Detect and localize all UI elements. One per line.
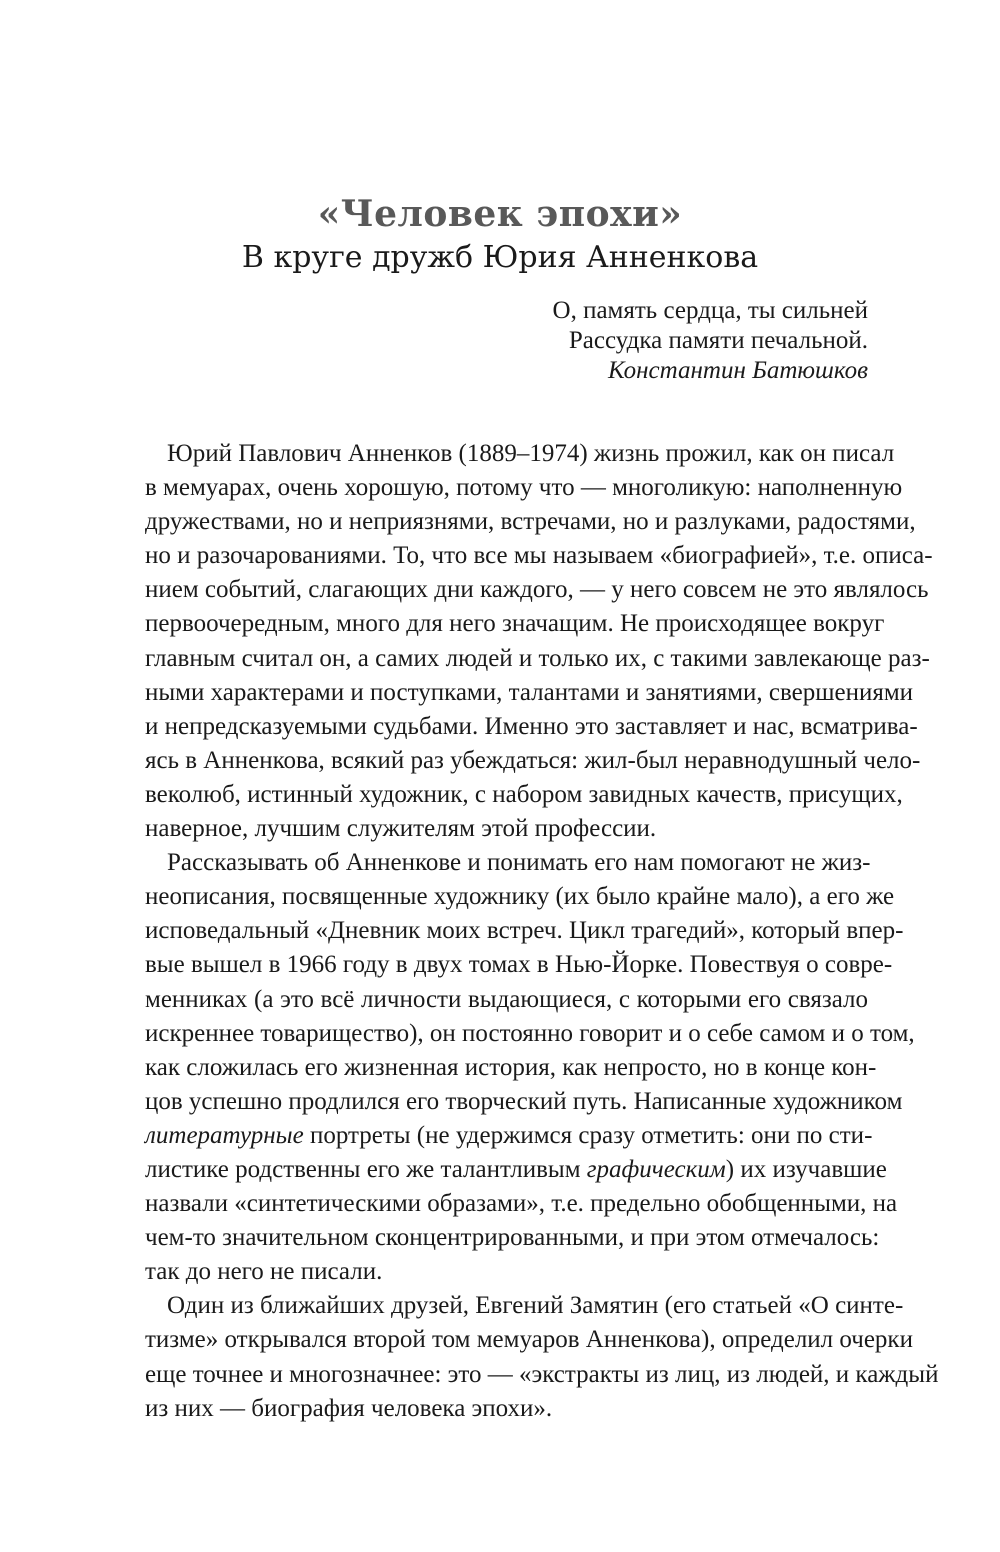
text-line: тизме» открывался второй том мемуаров Анненкова), определил очерки xyxy=(145,1326,913,1354)
text-line: чем-то значительном сконцентрированными, и при этом отмечалось: xyxy=(145,1224,880,1252)
text-line: искреннее товарищество), он постоянно говорит и о себе самом и о том, xyxy=(145,1019,915,1047)
body-text xyxy=(123,437,939,1426)
text-line xyxy=(123,1119,873,1153)
text-line: Юрий Павлович Анненков (1889–1974) жизнь прожил, как он писал xyxy=(167,440,895,467)
text-line: Рассказывать об Анненкове и понимать его нам помогают не жиз- xyxy=(167,849,871,877)
text-line: наверное, лучшим служителям этой профессии. xyxy=(145,815,657,843)
text-line: и непредсказуемыми судьбами. Именно это заставляет и нас, всматрива- xyxy=(145,712,918,740)
text-line: цов успешно продлился его творческий путь. Написанные художником xyxy=(145,1087,903,1115)
text-line: ясь в Анненкова, всякий раз убеждаться: жил-был неравнодушный чело- xyxy=(145,746,921,774)
text-segment: листике родственны его же талантливым xyxy=(145,1155,587,1183)
epigraph-author: Константин Батюшков xyxy=(607,357,868,384)
text-line: так до него не писали. xyxy=(145,1258,383,1286)
text-line: Один из ближайших друзей, Евгений Замятин (его статьей «О синте- xyxy=(167,1292,904,1320)
text-line: назвали «синтетическими образами», т.е. предельно обобщенными, на xyxy=(145,1190,898,1218)
text-line: как сложилась его жизненная история, как непросто, но в конце кон- xyxy=(145,1053,877,1081)
text-line: из них — биография человека эпохи». xyxy=(145,1394,553,1422)
paragraph-2 xyxy=(123,846,915,1289)
text-segment: портреты (не удержимся сразу отметить: они по сти- xyxy=(303,1121,873,1149)
text-line: главным считал он, а самих людей и только их, с такими завлекающе раз- xyxy=(145,644,930,672)
text-line: вые вышел в 1966 году в двух томах в Нью-Йорке. Повествуя о совре- xyxy=(145,951,893,979)
text-line: в мемуарах, очень хорошую, потому что — многоликую: наполненную xyxy=(145,474,903,502)
text-line: ными характерами и поступками, талантами и занятиями, свершениями xyxy=(145,678,914,706)
italic-word: графическим xyxy=(586,1155,726,1183)
text-line: нием событий, слагающих дни каждого, — у него совсем не это являлось xyxy=(145,576,929,604)
epigraph-line: О, память сердца, ты сильней xyxy=(552,297,868,324)
text-line: менниках (а это всё личности выдающиеся, с которыми его связало xyxy=(145,985,868,1013)
epigraph-line: Рассудка памяти печальной. xyxy=(568,327,868,354)
text-line: дружествами, но и неприязнями, встречами, но и разлуками, радостями, xyxy=(145,508,916,536)
text-line: исповедальный «Дневник моих встреч. Цикл трагедий», который впер- xyxy=(145,917,904,945)
epigraph xyxy=(388,296,868,386)
chapter-subtitle: В круге дружб Юрия Анненкова xyxy=(241,240,759,275)
text-line: неописания, посвященные художнику (их было крайне мало), а его же xyxy=(145,883,895,911)
text-line: еще точнее и многозначнее: это — «экстракты из лиц, из людей, и каждый xyxy=(145,1360,939,1388)
paragraph-3 xyxy=(123,1289,939,1425)
italic-word: литературные xyxy=(145,1121,304,1149)
text-segment: ) их изучавшие xyxy=(725,1155,887,1183)
text-line: первоочередным, много для него значащим. Не происходящее вокруг xyxy=(145,610,885,638)
text-line: веколюб, истинный художник, с набором завидных качеств, присущих, xyxy=(145,780,903,808)
text-line: но и разочарованиями. То, что все мы называем «биографией», т.е. описа- xyxy=(145,542,933,570)
paragraph-1 xyxy=(123,437,933,846)
text-line xyxy=(123,1153,887,1187)
chapter-title: «Человек эпохи» xyxy=(317,193,683,235)
